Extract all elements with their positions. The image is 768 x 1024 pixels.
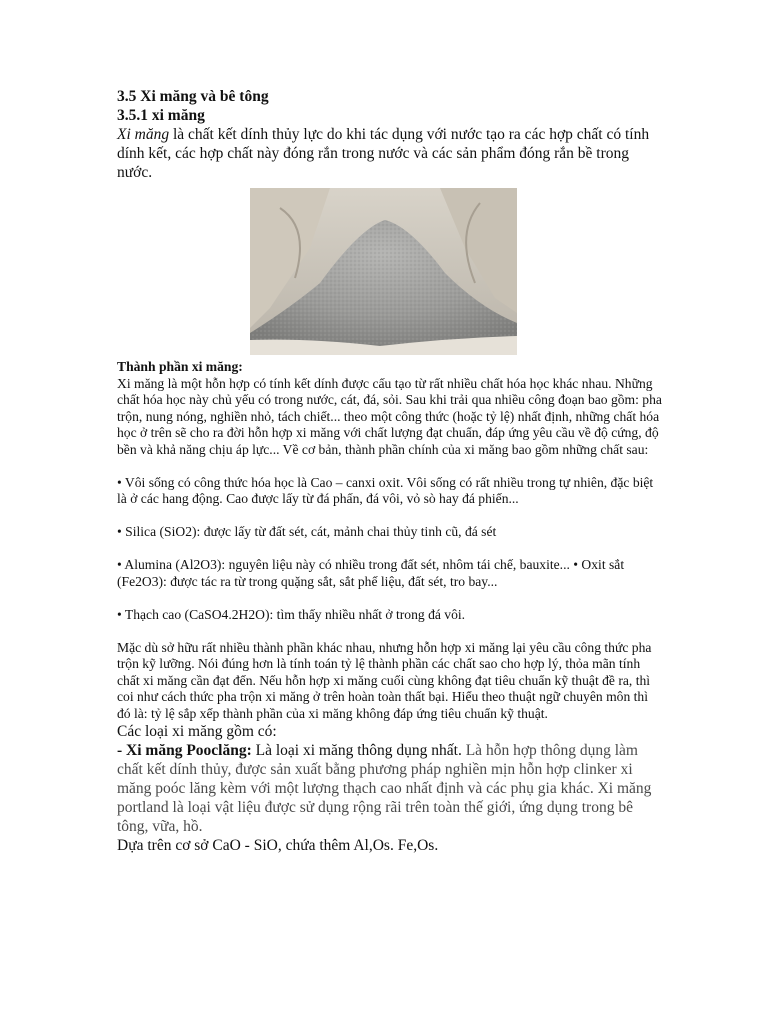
composition-title: Thành phần xi măng:	[117, 359, 243, 374]
subsection-heading: 3.5.1 xi măng	[117, 107, 205, 124]
intro-paragraph	[117, 125, 662, 182]
composition-paragraph: Xi măng là một hỗn hợp có tính kết dính được cấu tạo từ rất nhiều chất hóa học khác nhau. Những chất hóa học này chủ yếu có trong nước, cát, đá, sỏi. Sau khi trải qua nhiều công đoạn bao gồm: pha trộn, nung nóng, nghiền nhỏ, tách chiết... theo một công thức (hoặc tỷ lệ) nhất định, những chất hóa học ở trên sẽ cho ra đời hỗn hợp xi măng với chất lượng đạt chuẩn, đáp ứng yêu cầu về độ cứng, độ bền và khả năng chịu áp lực... Về cơ bản, thành phần chính của xi măng bao gồm những chất sau:	[117, 375, 662, 457]
bullet-gypsum: • Thạch cao (CaSO4.2H2O): tìm thấy nhiều nhất ở trong đá vôi.	[117, 606, 466, 622]
intro-term: Xi măng	[117, 126, 170, 143]
bullet-silica: • Silica (SiO2): được lấy từ đất sét, cát, mảnh chai thủy tinh cũ, đá sét	[117, 524, 497, 539]
type-portland-lead: Là loại xi măng thông dụng nhất.	[251, 742, 462, 759]
type-basis: Dựa trên cơ sở CaO - SiO, chứa thêm Al,Os. Fe,Os.	[117, 837, 439, 854]
bullet-alumina: • Alumina (Al2O3): nguyên liệu này có nhiều trong đất sét, nhôm tái chế, bauxite... • Oxit sắt (Fe2O3): được tác ra từ trong quặng sắt, sắt phế liệu, đất sét, tro bay...	[117, 557, 625, 589]
document-page	[117, 87, 662, 855]
section-heading: 3.5 Xi măng và bê tông	[117, 88, 269, 105]
intro-text: là chất kết dính thủy lực do khi tác dụng với nước tạo ra các hợp chất có tính dính kết, các hợp chất này đóng rắn trong nước và các sản phẩm đóng rắn bề trong nước.	[117, 126, 650, 181]
type-portland-name: - Xi măng Pooclăng:	[117, 742, 252, 759]
type-portland-description: Là hỗn hợp thông dụng làm chất kết dính thủy, được sản xuất bằng phương pháp nghiền mịn hỗn hợp clinker xi măng poóc lăng kèm với một lượng thạch cao nhất định và các phụ gia khác. Xi măng portland là loại vật liệu được sử dụng rộng rãi trên toàn thế giới, ứng dụng trong bê tông, vữa, hồ.	[117, 742, 652, 835]
types-intro: Các loại xi măng gồm có:	[117, 723, 277, 740]
cement-pile-photo	[250, 188, 517, 355]
cement-bag-illustration	[250, 188, 517, 355]
type-portland-paragraph	[117, 741, 662, 836]
bullet-quicklime: • Vôi sống có công thức hóa học là Cao – canxi oxit. Vôi sống có rất nhiều trong tự nhiên, đặc biệt là ở các hang động. Cao được lấy từ đá phấn, đá vôi, vỏ sò hay đá phiến...	[117, 474, 654, 506]
composition-closing: Mặc dù sở hữu rất nhiều thành phần khác nhau, nhưng hỗn hợp xi măng lại yêu cầu công thức pha trộn kỹ lưỡng. Nói đúng hơn là tính toán tỷ lệ thành phần các chất sao cho hợp lý, thỏa mãn tính chất xi măng cần đạt đến. Nếu hỗn hợp xi măng cuối cùng không đạt tiêu chuẩn kỹ thuật đề ra, thì coi như cách thức pha trộn xi măng ở trên hoàn toàn thất bại. Hiểu theo thuật ngữ chuyên môn thì đó là: tỷ lệ sắp xếp thành phần của xi măng không đáp ứng tiêu chuẩn kỹ thuật.	[117, 639, 652, 721]
